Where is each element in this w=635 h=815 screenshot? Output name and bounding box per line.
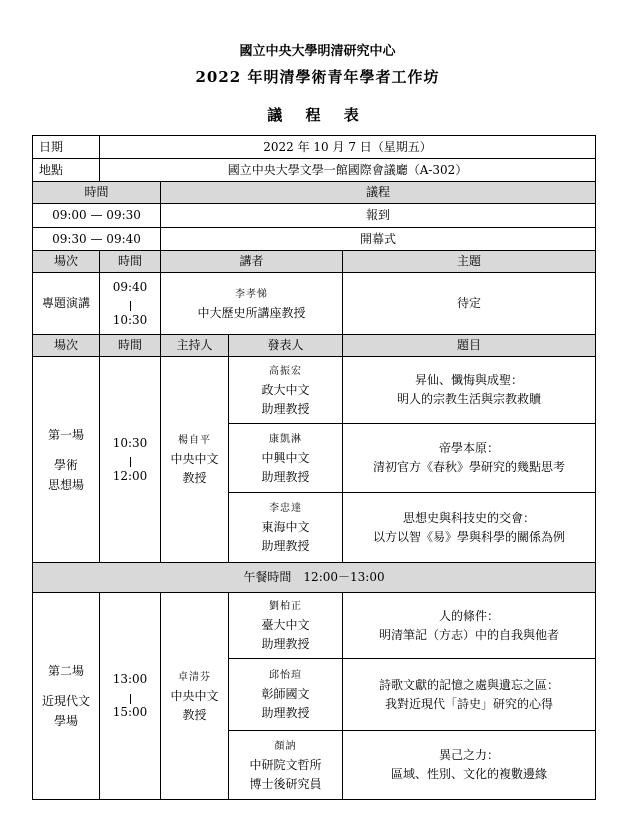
panel-chair-header: 主持人	[161, 335, 229, 357]
session2-paper-1	[343, 593, 596, 659]
paper-title-line1: 帝學本原：	[439, 441, 500, 455]
agenda-table	[32, 135, 596, 800]
session1-name-line3: 思想場	[47, 477, 84, 492]
keynote-time	[100, 273, 161, 335]
keynote-header-row	[33, 251, 596, 273]
session1-presenter-2	[229, 424, 343, 493]
workshop-title: 2022 年明清學術青年學者工作坊	[195, 68, 440, 86]
session1-name	[33, 357, 100, 563]
panel-presenter-header: 發表人	[229, 335, 343, 357]
checkin-time: 09:00 — 09:30	[33, 204, 161, 228]
time-range-bar	[130, 301, 131, 311]
lunch-row	[33, 563, 596, 593]
checkin-row	[33, 204, 596, 228]
keynote-speaker-header: 講者	[161, 251, 343, 273]
presenter-title: 助理教授	[261, 469, 310, 484]
session2-chair-title: 教授	[182, 707, 207, 722]
panel-time-header: 時間	[100, 335, 161, 357]
paper-title-line1: 思想史與科技史的交會：	[403, 510, 536, 525]
presenter-title: 博士後研究員	[249, 776, 322, 791]
keynote-speaker-name: 李孝悌	[235, 288, 268, 300]
presenter-title: 助理教授	[261, 539, 310, 553]
session2-paper-3	[343, 731, 596, 800]
presenter-affil: 臺大中文	[261, 618, 310, 632]
date-label: 日期	[33, 136, 100, 159]
session2-chair-name: 卓清芬	[178, 671, 211, 683]
presenter-affil: 中研院文哲所	[249, 757, 322, 772]
opening-time: 09:30 — 09:40	[33, 228, 161, 251]
presenter-affil: 中興中文	[261, 450, 310, 465]
presenter-affil: 東海中文	[261, 520, 310, 534]
keynote-speaker-title: 中大歷史所講座教授	[197, 305, 306, 320]
session1-chair	[161, 357, 229, 563]
keynote-session-header: 場次	[33, 251, 100, 273]
opening-header-row	[33, 182, 596, 204]
session1-paper-3	[343, 493, 596, 563]
session1-paper1-row	[33, 357, 596, 424]
keynote-time-end: 10:30	[112, 312, 148, 327]
lunch-label: 午餐時間 12:00－13:00	[33, 563, 596, 593]
session2-time-end: 15:00	[112, 705, 148, 719]
keynote-session: 專題演講	[33, 273, 100, 335]
time-range-bar	[130, 457, 131, 467]
keynote-speaker	[161, 273, 343, 335]
opening-ceremony-row	[33, 228, 596, 251]
session2-name-line3: 學場	[53, 714, 78, 728]
session1-chair-name: 楊自平	[178, 435, 211, 446]
panel-session-header: 場次	[33, 335, 100, 357]
keynote-time-header: 時間	[100, 251, 161, 273]
session2-chair-affil: 中央中文	[170, 688, 219, 703]
session2-time-start: 13:00	[112, 672, 148, 686]
opening-item: 開幕式	[161, 228, 596, 251]
session2-presenter-3	[229, 731, 343, 800]
panel-header-row	[33, 335, 596, 357]
paper-title-line2: 區域、性別、文化的複數邊緣	[391, 767, 548, 781]
presenter-affil: 政大中文	[261, 382, 310, 397]
paper-title-line2: 明清筆記（方志）中的自我與他者	[379, 627, 560, 642]
session1-time-end: 12:00	[112, 468, 148, 483]
presenter-name: 邱怡瑄	[269, 670, 302, 681]
session2-name-line2: 近現代文	[41, 694, 90, 708]
session2-time	[100, 593, 161, 800]
paper-title-line1: 異己之力：	[439, 748, 500, 762]
institution-name: 國立中央大學明清研究中心	[239, 44, 396, 59]
date-value: 2022 年 10 月 7 日（星期五）	[100, 136, 596, 159]
presenter-name: 高振宏	[269, 365, 302, 377]
agenda-header: 議程	[161, 182, 596, 204]
time-range-bar	[130, 694, 131, 704]
session2-chair	[161, 593, 229, 800]
presenter-name: 顏訥	[274, 740, 297, 752]
date-row	[33, 136, 596, 159]
session2-presenter-2	[229, 659, 343, 731]
session1-paper-2	[343, 424, 596, 493]
keynote-topic-header: 主題	[343, 251, 596, 273]
paper-title-line2: 明人的宗教生活與宗教救贖	[397, 392, 542, 406]
session2-name-line1: 第二場	[47, 664, 84, 678]
session1-presenter-3	[229, 493, 343, 563]
session1-name-line1: 第一場	[47, 427, 84, 442]
paper-title-line1: 昇仙、懺悔與成聖：	[415, 373, 524, 387]
session1-presenter-1	[229, 357, 343, 424]
session1-chair-title: 教授	[182, 471, 207, 485]
paper-title-line2: 以方以智《易》學與科學的關係為例	[373, 529, 566, 544]
venue-label: 地點	[33, 159, 100, 182]
panel-title-header: 題目	[343, 335, 596, 357]
session1-time	[100, 357, 161, 563]
checkin-item: 報到	[161, 204, 596, 228]
presenter-title: 助理教授	[261, 637, 310, 651]
agenda-title: 議 程 表	[267, 106, 368, 124]
keynote-topic: 待定	[343, 273, 596, 335]
paper-title-line1: 詩歌文獻的記憶之處與遺忘之區：	[379, 677, 560, 692]
session2-name	[33, 593, 100, 800]
presenter-title: 助理教授	[261, 706, 310, 720]
venue-value: 國立中央大學文學一館國際會議廳（A-302）	[100, 159, 596, 182]
presenter-affil: 彰師國文	[261, 687, 310, 701]
session2-paper1-row	[33, 593, 596, 659]
session1-time-start: 10:30	[112, 435, 148, 450]
session1-chair-affil: 中央中文	[170, 452, 219, 466]
keynote-time-start: 09:40	[112, 279, 148, 294]
session1-paper-1	[343, 357, 596, 424]
session2-paper-2	[343, 659, 596, 731]
session1-name-line2: 學術	[53, 457, 78, 472]
paper-title-line2: 我對近現代「詩史」研究的心得	[385, 696, 554, 711]
presenter-name: 劉柏正	[269, 601, 302, 612]
paper-title-line1: 人的條件：	[439, 608, 500, 623]
session2-presenter-1	[229, 593, 343, 659]
venue-row	[33, 159, 596, 182]
presenter-title: 助理教授	[261, 401, 310, 416]
presenter-name: 李忠達	[269, 503, 302, 514]
keynote-row	[33, 273, 596, 335]
time-header: 時間	[33, 182, 161, 204]
presenter-name: 康凱淋	[269, 433, 302, 445]
paper-title-line2: 清初官方《春秋》學研究的幾點思考	[373, 460, 566, 474]
